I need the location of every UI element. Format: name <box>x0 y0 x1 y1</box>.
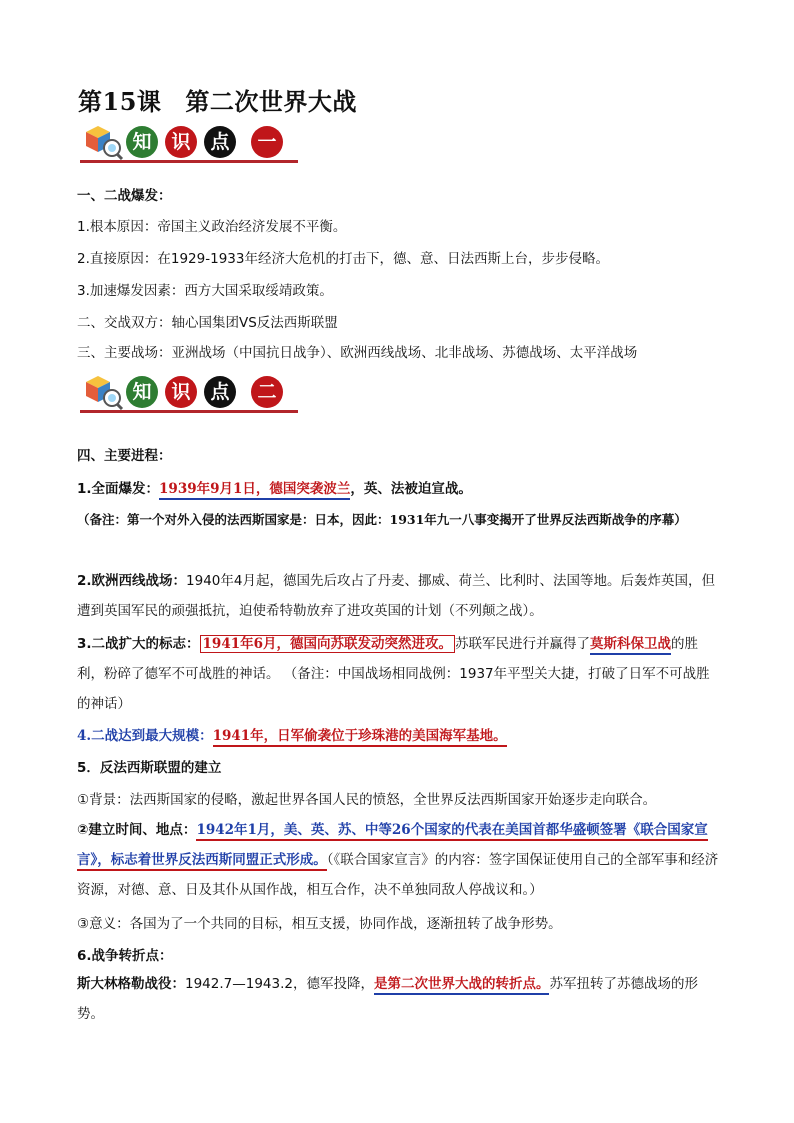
section-heading-sides: 二、交战双方：轴心国集团VS反法西斯联盟 <box>77 315 338 331</box>
banner-underline <box>80 160 298 163</box>
para-label: ②建立时间、地点： <box>77 822 197 838</box>
lesson-number: 第15课 <box>78 87 162 116</box>
para-alliance-time <box>77 815 722 905</box>
knowledge-point-banner-1 <box>80 122 300 166</box>
banner-char-3: 点 <box>204 376 236 408</box>
para-background: ①背景：法西斯国家的侵略，激起世界各国人民的愤怒，全世界反法西斯国家开始逐步走向联合。 <box>77 792 657 808</box>
banner-char-4: 一 <box>251 126 283 158</box>
subheading-alliance: 5．反法西斯联盟的建立 <box>77 760 222 776</box>
para-max-scale <box>77 726 722 746</box>
key-fact-red: 1941年6月，德国向苏联发动突然进攻。 <box>200 635 455 653</box>
banner-char-2: 识 <box>165 126 197 158</box>
para-label: 2.欧洲西线战场： <box>77 573 187 589</box>
para-text: 苏军扭转了苏德战场的形势。 <box>77 976 698 1022</box>
para-label: 斯大林格勒战役： <box>77 976 185 992</box>
para-label: 1.全面爆发： <box>77 481 160 497</box>
banner-char-1: 知 <box>126 376 158 408</box>
para-label: 3.二战扩大的标志： <box>77 636 200 652</box>
key-fact-red: 1939年9月1日，德国突袭波兰 <box>159 481 350 500</box>
para-text: 1940年4月起，德国先后攻占了丹麦、挪威、荷兰、比利时、法国等地。后轰炸英国，但遭到英国军民的顽强抵抗，迫使希特勒放弃了进攻英国的计划（不列颠之战）。 <box>77 573 715 619</box>
para-outbreak <box>77 479 722 499</box>
para-text: 1942.7—1943.2，德军投降， <box>185 976 374 992</box>
cube-magnifier-icon <box>82 372 124 410</box>
section-heading-fields: 三、主要战场：亚洲战场（中国抗日战争）、欧洲西线战场、北非战场、苏德战场、太平洋战场 <box>77 345 638 361</box>
para-text: 的胜利，粉碎了德军不可战胜的神话。 （备注：中国战场相同战例：1937年平型关大捷，打破了日军不可战胜的神话） <box>77 636 710 712</box>
key-fact-battle: 莫斯科保卫战 <box>590 636 671 655</box>
banner-char-4: 二 <box>251 376 283 408</box>
key-fact-blue: 1942年1月，美、英、苏、中等26个国家的代表在美国首都华盛顿签署《联合国家宣言》，标志着世界反法西斯同盟正式形成。 <box>77 822 708 871</box>
para-label: 4.二战达到最大规模： <box>77 728 213 744</box>
section-heading-outbreak: 一、二战爆发： <box>77 188 172 204</box>
para-stalingrad <box>77 969 722 1029</box>
lesson-name: 第二次世界大战 <box>185 87 357 116</box>
cube-magnifier-icon <box>82 122 124 160</box>
banner-underline <box>80 410 298 413</box>
knowledge-point-banner-2 <box>80 372 300 416</box>
section-heading-process: 四、主要进程： <box>77 448 172 464</box>
page-title <box>78 82 357 117</box>
para-expansion <box>77 629 722 719</box>
key-fact-red: 是第二次世界大战的转折点。 <box>374 976 550 995</box>
para-text: 苏联军民进行并赢得了 <box>455 636 590 652</box>
subheading-turning-point: 6.战争转折点： <box>77 948 173 964</box>
list-item: 2.直接原因：在1929-1933年经济大危机的打击下，德、意、日法西斯上台，步步侵略。 <box>77 251 609 267</box>
banner-char-1: 知 <box>126 126 158 158</box>
banner-char-3: 点 <box>204 126 236 158</box>
para-meaning: ③意义：各国为了一个共同的目标，相互支援，协同作战，逐渐扭转了战争形势。 <box>77 916 562 932</box>
note-outbreak: （备注：第一个对外入侵的法西斯国家是：日本，因此：1931年九一八事变揭开了世界反法西斯战争的序幕） <box>77 512 687 527</box>
para-text: （《联合国家宣言》的内容：签字国保证使用自己的全部军事和经济资源，对德、意、日及其仆从国作战，相互合作，决不单独同敌人停战议和。） <box>77 852 719 898</box>
banner-char-2: 识 <box>165 376 197 408</box>
para-western-front <box>77 566 722 626</box>
list-item: 3.加速爆发因素：西方大国采取绥靖政策。 <box>77 283 333 299</box>
list-item: 1.根本原因：帝国主义政治经济发展不平衡。 <box>77 219 347 235</box>
key-fact-red: 1941年，日军偷袭位于珍珠港的美国海军基地。 <box>213 728 507 747</box>
para-text: ，英、法被迫宣战。 <box>350 481 472 497</box>
